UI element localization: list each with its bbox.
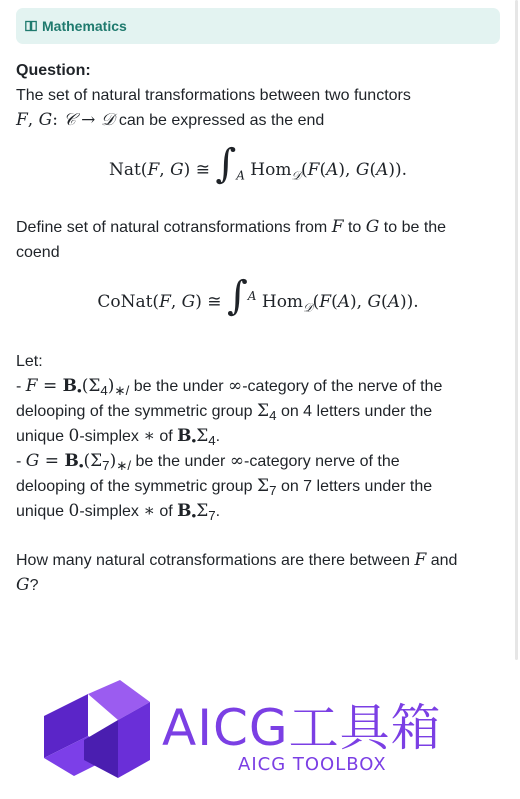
subject-tag-label: Mathematics	[42, 18, 127, 34]
subject-tag	[16, 8, 500, 44]
f-definition-1: - $F = B_•(\Sigma_4)_{∗/}$ be the under ∞-category of the nerve of the	[16, 376, 443, 399]
question-body	[16, 58, 500, 598]
intro-line-1: The set of natural transformations between two functors	[16, 87, 411, 104]
coend-line-1: Define set of natural cotransformations from F to G to be the	[16, 217, 447, 237]
f-definition-3: unique 0-simplex ∗ of $B_•\Sigma_4$.	[16, 426, 221, 449]
scrollbar[interactable]	[515, 0, 518, 660]
let-label: Let:	[16, 353, 43, 370]
f-definition-2: delooping of the symmetric group $\Sigma_4$ on 4 letters under the	[16, 401, 433, 424]
coend-line-2: coend	[16, 244, 60, 261]
book-icon	[25, 20, 37, 32]
end-formula: Nat(F, G) ≅ $\int_A$ Hom$_𝒟$(F(A), G(A)).	[108, 141, 408, 187]
g-definition-1: - $G = B_•(\Sigma_7)_{∗/}$ be the under ∞-category nerve of the	[16, 451, 400, 474]
intro-line-2: F, G: 𝒞 → 𝒟 can be expressed as the end	[16, 110, 325, 130]
question-label: Question:	[16, 62, 91, 79]
g-definition-2: delooping of the symmetric group $\Sigma_7$ on 7 letters under the	[16, 476, 433, 499]
brand-subtitle: AICG TOOLBOX	[238, 754, 387, 775]
coend-formula: CoNat(F, G) ≅ ∫$^A$ Hom$_𝒟$(F(A), G(A)).	[97, 273, 419, 319]
final-question-2: G?	[16, 575, 39, 595]
brand-name: AICG工具箱	[162, 699, 442, 757]
g-definition-3: unique 0-simplex ∗ of $B_•\Sigma_7$.	[16, 501, 221, 524]
final-question-1: How many natural cotransformations are there between F and	[16, 550, 458, 570]
